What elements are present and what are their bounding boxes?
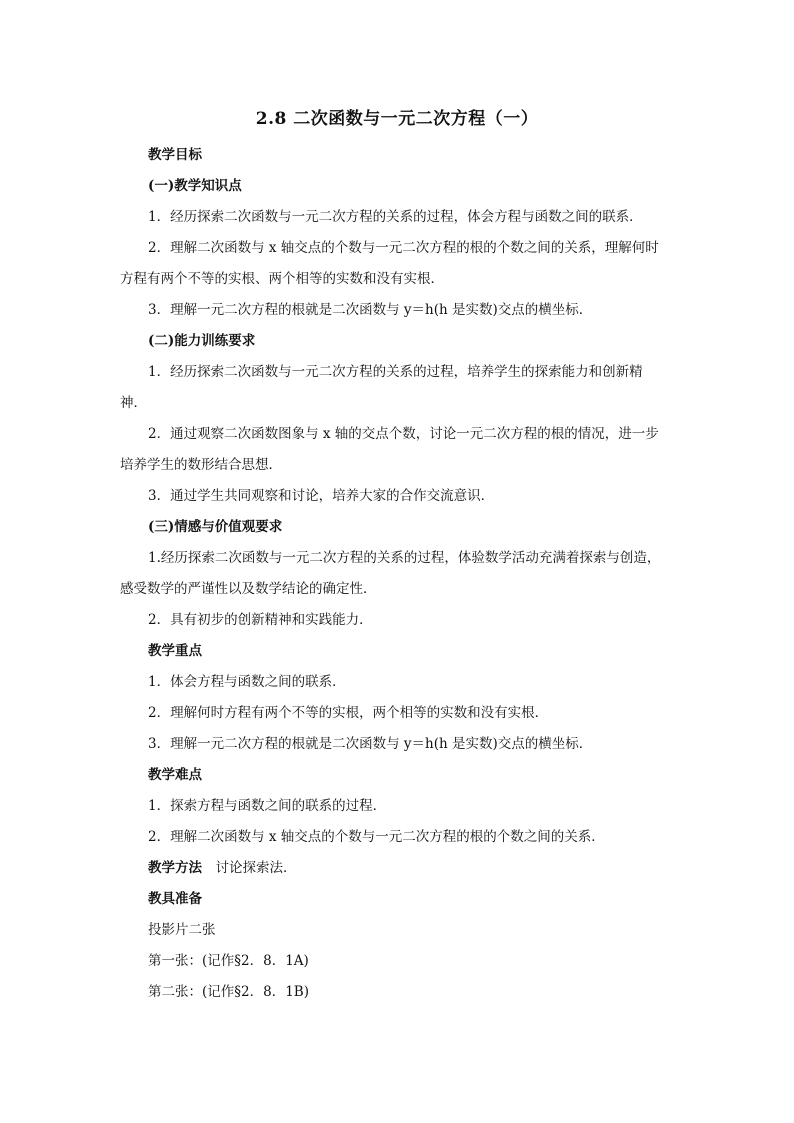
section-heading: 教学重点	[148, 643, 202, 659]
paragraph-line: 1.经历探索二次函数与一元二次方程的关系的过程，体验数学活动充满着探索与创造，	[148, 550, 661, 566]
paragraph-line: 1．经历探索二次函数与一元二次方程的关系的过程，培养学生的探索能力和创新精	[148, 364, 643, 380]
paragraph-line: 3．理解一元二次方程的根就是二次函数与 y＝h(h 是实数)交点的横坐标．	[148, 736, 593, 752]
paragraph-line: 方程有两个不等的实根、两个相等的实数和没有实根．	[120, 271, 444, 287]
document-body	[120, 140, 668, 1008]
paragraph-line: 1．经历探索二次函数与一元二次方程的关系的过程，体会方程与函数之间的联系．	[148, 209, 643, 225]
paragraph-line: 2．理解何时方程有两个不等的实根，两个相等的实数和没有实根．	[148, 705, 549, 721]
section-heading: (一)教学知识点	[148, 178, 242, 194]
paragraph-line: 1．探索方程与函数之间的联系的过程．	[148, 798, 387, 814]
section-heading: 教学目标	[148, 147, 202, 163]
inline-text: 讨论探索法．	[202, 860, 297, 876]
section-heading: 教学难点	[148, 767, 202, 783]
paragraph-line: 2．具有初步的创新精神和实践能力．	[148, 612, 373, 628]
section-heading: (三)情感与价值观要求	[148, 519, 283, 535]
paragraph-line: 第二张：(记作§2．8．1B)	[148, 984, 309, 1000]
paragraph-line: 培养学生的数形结合思想．	[120, 457, 282, 473]
paragraph-line: 3．通过学生共同观察和讨论，培养大家的合作交流意识．	[148, 488, 495, 504]
paragraph-line: 2．理解二次函数与 x 轴交点的个数与一元二次方程的根的个数之间的关系，理解何时	[148, 240, 659, 256]
paragraph-line: 第一张：(记作§2．8．1A)	[148, 953, 309, 969]
section-heading: (二)能力训练要求	[148, 333, 256, 349]
paragraph-line: 投影片二张	[148, 922, 216, 938]
paragraph-line: 神．	[120, 395, 147, 411]
paragraph-line	[148, 853, 668, 884]
paragraph-line: 2．通过观察二次函数图象与 x 轴的交点个数，讨论一元二次方程的根的情况，进一步	[148, 426, 659, 442]
paragraph-line: 3．理解一元二次方程的根就是二次函数与 y＝h(h 是实数)交点的横坐标．	[148, 302, 593, 318]
page-title: 2.8 二次函数与一元二次方程（一）	[255, 109, 539, 129]
paragraph-line: 感受数学的严谨性以及数学结论的确定性．	[120, 581, 377, 597]
paragraph-line: 2．理解二次函数与 x 轴交点的个数与一元二次方程的根的个数之间的关系．	[148, 829, 605, 845]
section-heading: 教具准备	[148, 891, 202, 907]
section-heading: 教学方法	[148, 860, 202, 876]
paragraph-line: 1．体会方程与函数之间的联系．	[148, 674, 346, 690]
